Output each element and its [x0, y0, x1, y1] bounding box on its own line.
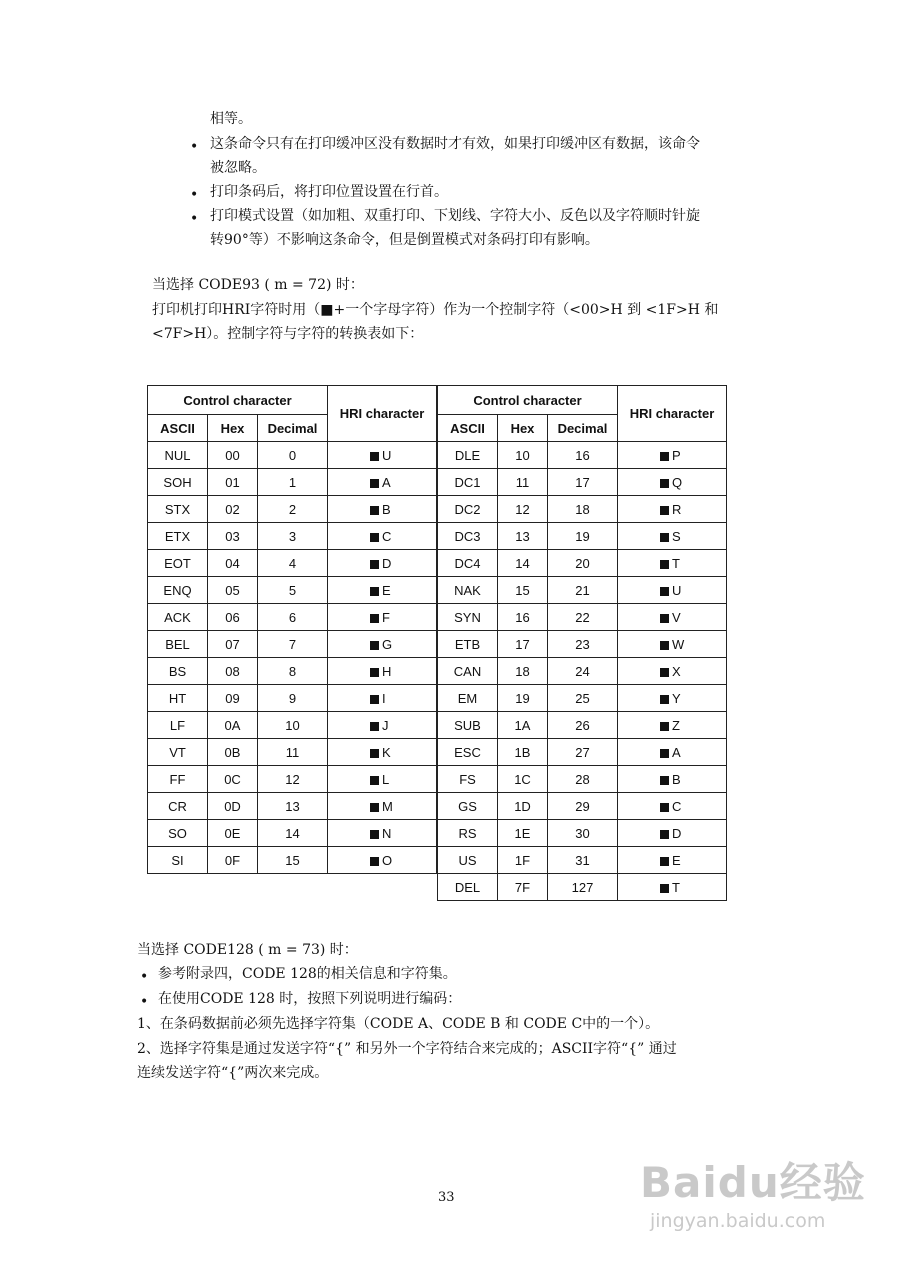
- decimal-cell: 27: [548, 739, 618, 766]
- hri-letter: T: [672, 555, 680, 571]
- decimal-cell: 4: [258, 550, 328, 577]
- black-square-icon: [660, 722, 669, 731]
- hri-letter: X: [672, 663, 681, 679]
- hex-cell: 01: [208, 469, 258, 496]
- hri-cell: [618, 739, 727, 766]
- decimal-cell: 20: [548, 550, 618, 577]
- ascii-cell: VT: [148, 739, 208, 766]
- code128-step-2-line1: 2、选择字符集是通过发送字符“{” 和另外一个字符结合来完成的；ASCII字符“{” 通过: [137, 1041, 677, 1057]
- hex-cell: 04: [208, 550, 258, 577]
- hri-letter: R: [672, 501, 682, 517]
- hri-cell: [328, 523, 437, 550]
- intro-bullet-3-line2: 转90°等）不影响这条命令，但是倒置模式对条码打印有影响。: [210, 232, 599, 248]
- decimal-cell: 13: [258, 793, 328, 820]
- hri-cell: [618, 712, 727, 739]
- table-row: [438, 712, 727, 739]
- code128-bullet-2: 在使用CODE 128 时，按照下列说明进行编码：: [158, 991, 462, 1007]
- hri-cell: [618, 820, 727, 847]
- hex-cell: 16: [498, 604, 548, 631]
- intro-bullet-1-line1: 这条命令只有在打印缓冲区没有数据时才有效，如果打印缓冲区有数据，该命令: [210, 136, 700, 152]
- table-row: [438, 550, 727, 577]
- hex-cell: 00: [208, 442, 258, 469]
- black-square-icon: [660, 884, 669, 893]
- black-square-icon: [370, 749, 379, 758]
- black-square-icon: [660, 506, 669, 515]
- hex-cell: 0B: [208, 739, 258, 766]
- black-square-icon: [370, 776, 379, 785]
- hri-letter: V: [672, 609, 681, 625]
- hri-cell: [618, 874, 727, 901]
- table-row: [438, 874, 727, 901]
- hri-cell: [328, 685, 437, 712]
- hri-cell: [328, 604, 437, 631]
- intro-bullet-3-line1: 打印模式设置（如加粗、双重打印、下划线、字符大小、反色以及字符顺时针旋: [210, 208, 700, 224]
- black-square-icon: [370, 722, 379, 731]
- hri-letter: B: [382, 501, 391, 517]
- hri-cell: [328, 577, 437, 604]
- decimal-cell: 25: [548, 685, 618, 712]
- hri-letter: A: [672, 744, 681, 760]
- hri-character-header: HRI character: [618, 386, 727, 442]
- decimal-header: Decimal: [258, 415, 328, 442]
- hex-cell: 1E: [498, 820, 548, 847]
- table-row: [148, 712, 437, 739]
- ascii-cell: ENQ: [148, 577, 208, 604]
- hex-cell: 1F: [498, 847, 548, 874]
- decimal-cell: 22: [548, 604, 618, 631]
- black-square-icon: [370, 614, 379, 623]
- black-square-icon: [660, 695, 669, 704]
- intro-bullet-2: 打印条码后，将打印位置设置在行首。: [210, 184, 448, 200]
- hex-cell: 12: [498, 496, 548, 523]
- decimal-cell: 0: [258, 442, 328, 469]
- table-row: [148, 739, 437, 766]
- hex-header: Hex: [498, 415, 548, 442]
- hex-cell: 0D: [208, 793, 258, 820]
- table-row: [148, 577, 437, 604]
- hri-letter: P: [672, 447, 681, 463]
- black-square-icon: [660, 776, 669, 785]
- hri-cell: [618, 685, 727, 712]
- black-square-icon: [660, 668, 669, 677]
- hri-cell: [618, 577, 727, 604]
- hri-cell: [618, 631, 727, 658]
- hri-cell: [328, 550, 437, 577]
- hex-cell: 14: [498, 550, 548, 577]
- table-row: [148, 442, 437, 469]
- hri-cell: [328, 496, 437, 523]
- hri-letter: G: [382, 636, 393, 652]
- hri-letter: I: [382, 690, 386, 706]
- intro-continuation: 相等。: [210, 111, 252, 127]
- hri-cell: [328, 766, 437, 793]
- ascii-cell: SI: [148, 847, 208, 874]
- hri-letter: C: [672, 798, 682, 814]
- hri-letter: F: [382, 609, 390, 625]
- ascii-cell: CAN: [438, 658, 498, 685]
- ascii-cell: ETX: [148, 523, 208, 550]
- ascii-cell: BS: [148, 658, 208, 685]
- table-row: [148, 523, 437, 550]
- table-row: [438, 766, 727, 793]
- hri-letter: D: [672, 825, 682, 841]
- decimal-cell: 127: [548, 874, 618, 901]
- hri-cell: [328, 847, 437, 874]
- hri-letter: M: [382, 798, 393, 814]
- black-square-icon: [370, 506, 379, 515]
- hri-letter: T: [672, 879, 680, 895]
- hex-cell: 08: [208, 658, 258, 685]
- hex-cell: 19: [498, 685, 548, 712]
- decimal-cell: 5: [258, 577, 328, 604]
- table-row: [438, 793, 727, 820]
- table-row: [438, 847, 727, 874]
- table-row: [148, 766, 437, 793]
- hex-cell: 05: [208, 577, 258, 604]
- hri-letter: Z: [672, 717, 680, 733]
- hex-cell: 0C: [208, 766, 258, 793]
- black-square-icon: [660, 830, 669, 839]
- hex-cell: 15: [498, 577, 548, 604]
- decimal-cell: 14: [258, 820, 328, 847]
- decimal-cell: 19: [548, 523, 618, 550]
- hri-cell: [618, 550, 727, 577]
- hex-cell: 1C: [498, 766, 548, 793]
- decimal-cell: 28: [548, 766, 618, 793]
- table-row: [438, 631, 727, 658]
- hri-cell: [618, 442, 727, 469]
- black-square-icon: [660, 749, 669, 758]
- table-row: [148, 550, 437, 577]
- ascii-cell: NAK: [438, 577, 498, 604]
- table-row: [438, 469, 727, 496]
- black-square-icon: [660, 560, 669, 569]
- hri-cell: [328, 793, 437, 820]
- hri-letter: N: [382, 825, 392, 841]
- ascii-cell: DLE: [438, 442, 498, 469]
- ascii-cell: FS: [438, 766, 498, 793]
- ascii-cell: ESC: [438, 739, 498, 766]
- hex-header: Hex: [208, 415, 258, 442]
- decimal-cell: 1: [258, 469, 328, 496]
- hex-cell: 17: [498, 631, 548, 658]
- hri-letter: B: [672, 771, 681, 787]
- hex-cell: 0A: [208, 712, 258, 739]
- decimal-cell: 10: [258, 712, 328, 739]
- code128-step-1: 1、在条码数据前必须先选择字符集（CODE A、CODE B 和 CODE C中的一个）。: [137, 1016, 660, 1032]
- decimal-cell: 15: [258, 847, 328, 874]
- code128-step-2-line2: 连续发送字符“{”两次来完成。: [137, 1065, 329, 1081]
- ascii-cell: STX: [148, 496, 208, 523]
- conversion-table-left: [147, 385, 437, 874]
- hri-cell: [328, 442, 437, 469]
- table-row: [438, 577, 727, 604]
- hri-letter: D: [382, 555, 392, 571]
- hri-cell: [618, 469, 727, 496]
- hex-cell: 1B: [498, 739, 548, 766]
- hex-cell: 7F: [498, 874, 548, 901]
- hri-letter: C: [382, 528, 392, 544]
- black-square-icon: [370, 533, 379, 542]
- hex-cell: 07: [208, 631, 258, 658]
- decimal-cell: 21: [548, 577, 618, 604]
- hri-letter: W: [672, 636, 685, 652]
- black-square-icon: [660, 614, 669, 623]
- black-square-icon: [660, 533, 669, 542]
- hex-cell: 18: [498, 658, 548, 685]
- watermark-logo: Baidu经验: [640, 1158, 866, 1207]
- ascii-cell: SO: [148, 820, 208, 847]
- decimal-cell: 24: [548, 658, 618, 685]
- hex-cell: 1D: [498, 793, 548, 820]
- ascii-cell: US: [438, 847, 498, 874]
- code93-desc-line2: <7F>H）。控制字符与字符的转换表如下：: [152, 326, 424, 342]
- table-row: [148, 685, 437, 712]
- table-row: [438, 820, 727, 847]
- black-square-icon: [660, 857, 669, 866]
- hri-letter: U: [672, 582, 682, 598]
- table-row: [438, 658, 727, 685]
- hri-letter: J: [382, 717, 389, 733]
- hri-cell: [618, 793, 727, 820]
- hri-letter: Q: [672, 474, 683, 490]
- hri-cell: [328, 631, 437, 658]
- black-square-icon: [370, 830, 379, 839]
- decimal-cell: 26: [548, 712, 618, 739]
- table-row: [148, 793, 437, 820]
- decimal-cell: 9: [258, 685, 328, 712]
- hri-letter: E: [382, 582, 391, 598]
- code128-bullet-1: 参考附录四，CODE 128的相关信息和字符集。: [158, 966, 457, 982]
- hri-letter: Y: [672, 690, 681, 706]
- ascii-cell: DEL: [438, 874, 498, 901]
- decimal-cell: 11: [258, 739, 328, 766]
- ascii-cell: LF: [148, 712, 208, 739]
- ascii-cell: NUL: [148, 442, 208, 469]
- code128-heading: 当选择 CODE128 ( m = 73) 时：: [137, 942, 358, 958]
- hex-cell: 0F: [208, 847, 258, 874]
- black-square-icon: [660, 479, 669, 488]
- hex-cell: 0E: [208, 820, 258, 847]
- control-character-header: Control character: [148, 386, 328, 415]
- ascii-cell: HT: [148, 685, 208, 712]
- decimal-cell: 23: [548, 631, 618, 658]
- table-row: [438, 442, 727, 469]
- code93-heading: 当选择 CODE93 ( m = 72) 时：: [152, 277, 364, 293]
- hex-cell: 03: [208, 523, 258, 550]
- hri-letter: L: [382, 771, 390, 787]
- conversion-table-right: [437, 385, 727, 901]
- hri-cell: [328, 658, 437, 685]
- hex-cell: 1A: [498, 712, 548, 739]
- decimal-cell: 30: [548, 820, 618, 847]
- ascii-header: ASCII: [148, 415, 208, 442]
- ascii-header: ASCII: [438, 415, 498, 442]
- ascii-cell: SYN: [438, 604, 498, 631]
- bullet-icon: •: [190, 139, 199, 155]
- table-row: [438, 604, 727, 631]
- hri-letter: E: [672, 852, 681, 868]
- decimal-cell: 2: [258, 496, 328, 523]
- ascii-cell: FF: [148, 766, 208, 793]
- black-square-icon: [370, 641, 379, 650]
- decimal-header: Decimal: [548, 415, 618, 442]
- ascii-cell: EM: [438, 685, 498, 712]
- hri-cell: [328, 469, 437, 496]
- black-square-icon: [370, 695, 379, 704]
- table-row: [438, 739, 727, 766]
- black-square-icon: [370, 587, 379, 596]
- hex-cell: 02: [208, 496, 258, 523]
- ascii-cell: RS: [438, 820, 498, 847]
- ascii-cell: DC1: [438, 469, 498, 496]
- ascii-cell: BEL: [148, 631, 208, 658]
- hri-cell: [618, 604, 727, 631]
- table-row: [148, 604, 437, 631]
- decimal-cell: 17: [548, 469, 618, 496]
- bullet-icon: •: [190, 211, 199, 227]
- ascii-cell: CR: [148, 793, 208, 820]
- table-row: [438, 523, 727, 550]
- hri-letter: O: [382, 852, 393, 868]
- black-square-icon: [370, 479, 379, 488]
- decimal-cell: 18: [548, 496, 618, 523]
- hri-cell: [618, 658, 727, 685]
- ascii-cell: ACK: [148, 604, 208, 631]
- decimal-cell: 7: [258, 631, 328, 658]
- control-character-header: Control character: [438, 386, 618, 415]
- hri-letter: U: [382, 447, 392, 463]
- table-row: [148, 820, 437, 847]
- hex-cell: 09: [208, 685, 258, 712]
- hri-letter: K: [382, 744, 391, 760]
- intro-bullet-1-line2: 被忽略。: [210, 160, 266, 176]
- hri-cell: [328, 739, 437, 766]
- hri-cell: [618, 523, 727, 550]
- black-square-icon: [370, 803, 379, 812]
- hri-cell: [328, 820, 437, 847]
- black-square-icon: [370, 668, 379, 677]
- ascii-cell: EOT: [148, 550, 208, 577]
- black-square-icon: [660, 641, 669, 650]
- decimal-cell: 8: [258, 658, 328, 685]
- ascii-cell: SOH: [148, 469, 208, 496]
- table-row: [438, 685, 727, 712]
- hex-cell: 10: [498, 442, 548, 469]
- bullet-icon: •: [140, 969, 149, 985]
- ascii-cell: DC3: [438, 523, 498, 550]
- hri-cell: [618, 496, 727, 523]
- decimal-cell: 12: [258, 766, 328, 793]
- ascii-cell: GS: [438, 793, 498, 820]
- page-number: 33: [438, 1190, 455, 1205]
- black-square-icon: [660, 803, 669, 812]
- decimal-cell: 29: [548, 793, 618, 820]
- black-square-icon: [660, 452, 669, 461]
- baidu-watermark: [640, 1150, 866, 1232]
- hex-cell: 13: [498, 523, 548, 550]
- ascii-cell: DC2: [438, 496, 498, 523]
- hri-cell: [328, 712, 437, 739]
- hex-cell: 06: [208, 604, 258, 631]
- bullet-icon: •: [190, 187, 199, 203]
- black-square-icon: [660, 587, 669, 596]
- table-row: [148, 496, 437, 523]
- code93-desc-line1: 打印机打印HRI字符时用（■+一个字母字符）作为一个控制字符（<00>H 到 <1F>H 和: [152, 302, 719, 318]
- table-row: [148, 631, 437, 658]
- left-table-bottom-rule: [147, 873, 437, 874]
- decimal-cell: 16: [548, 442, 618, 469]
- black-square-icon: [370, 452, 379, 461]
- ascii-cell: ETB: [438, 631, 498, 658]
- hri-letter: S: [672, 528, 681, 544]
- table-row: [438, 496, 727, 523]
- decimal-cell: 3: [258, 523, 328, 550]
- watermark-url: jingyan.baidu.com: [650, 1210, 826, 1232]
- ascii-cell: SUB: [438, 712, 498, 739]
- hri-letter: A: [382, 474, 391, 490]
- hri-letter: H: [382, 663, 392, 679]
- black-square-icon: [370, 560, 379, 569]
- black-square-icon: [370, 857, 379, 866]
- table-row: [148, 847, 437, 874]
- decimal-cell: 6: [258, 604, 328, 631]
- hex-cell: 11: [498, 469, 548, 496]
- hri-character-header: HRI character: [328, 386, 437, 442]
- ascii-cell: DC4: [438, 550, 498, 577]
- hri-cell: [618, 847, 727, 874]
- hri-cell: [618, 766, 727, 793]
- table-row: [148, 658, 437, 685]
- decimal-cell: 31: [548, 847, 618, 874]
- table-row: [148, 469, 437, 496]
- bullet-icon: •: [140, 994, 149, 1010]
